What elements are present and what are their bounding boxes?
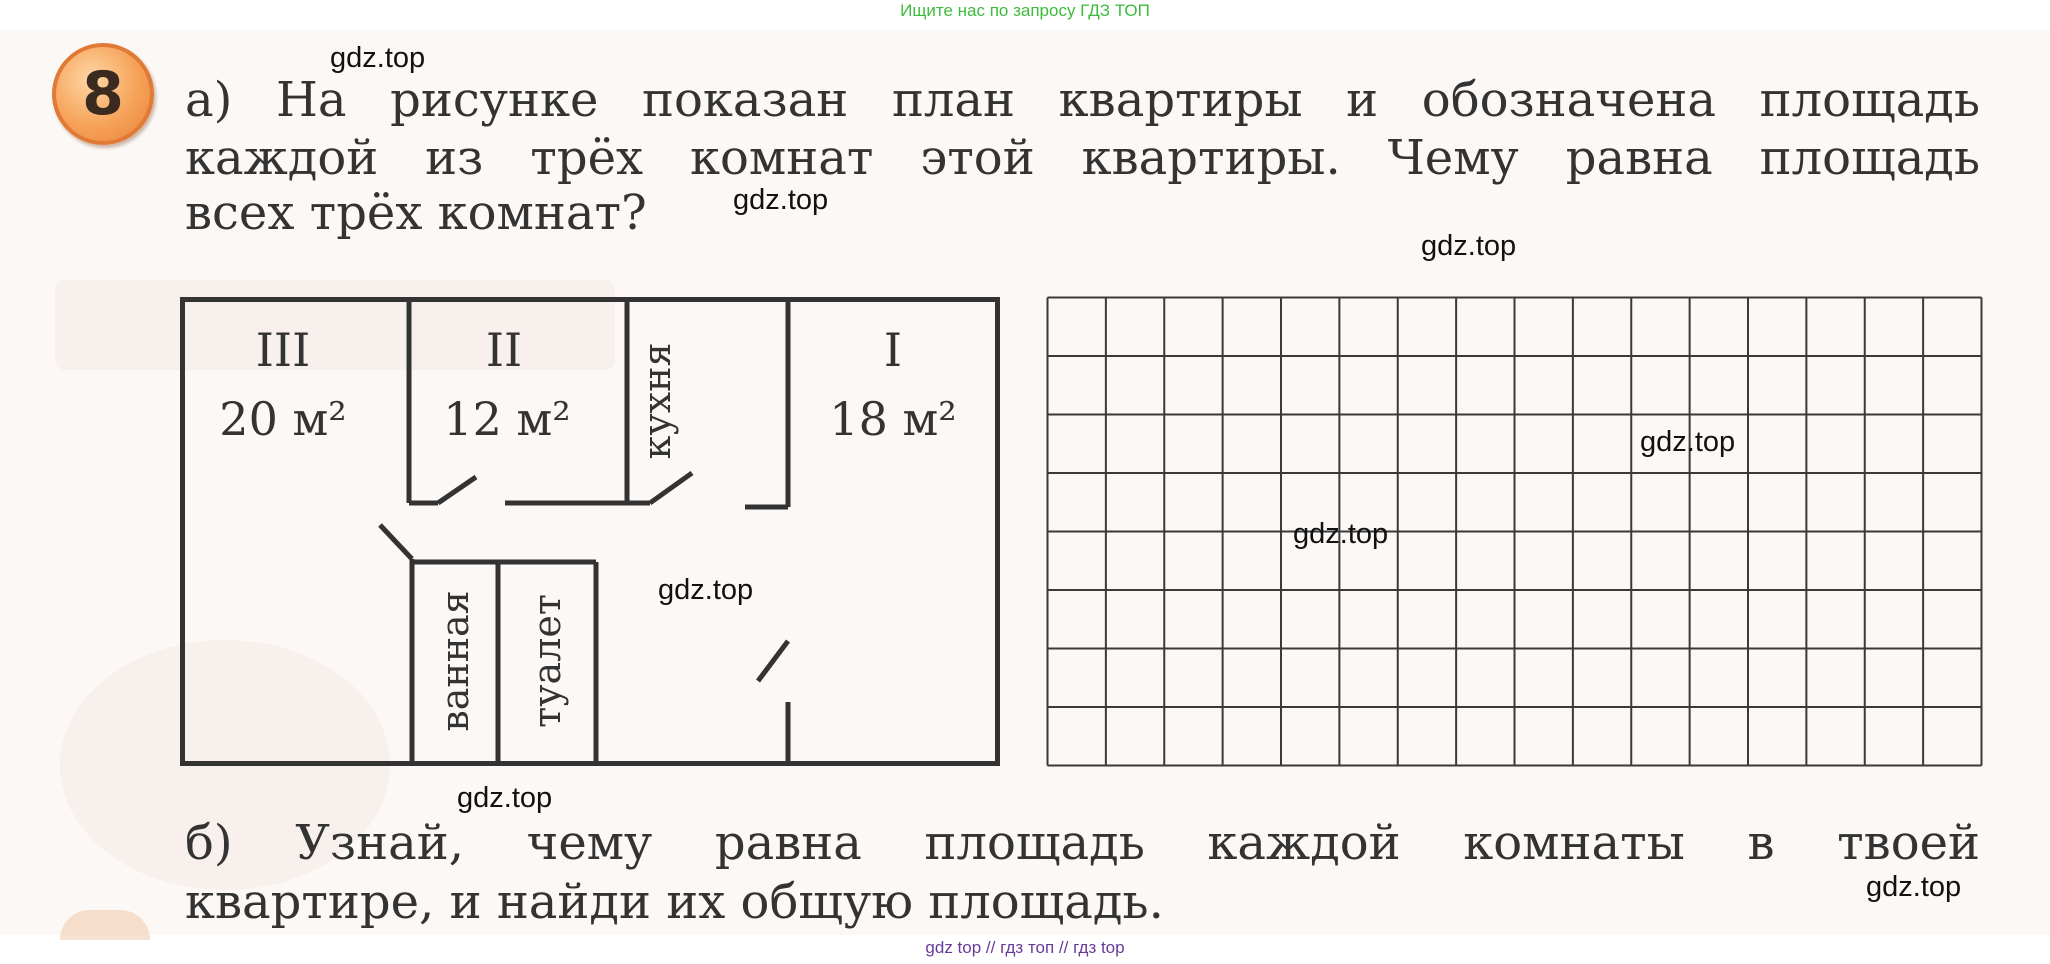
watermark: gdz.top	[457, 782, 553, 814]
answer-grid	[1046, 296, 1983, 767]
room-2-area: 12 м²	[443, 392, 571, 446]
room-1-numeral: I	[883, 323, 903, 377]
door-room1	[758, 641, 788, 681]
door-kitchen	[650, 473, 692, 503]
task-a-line-1: а) На рисунке показан план квартиры и обозначена площадь	[185, 72, 1980, 128]
room-3-numeral: III	[255, 323, 311, 377]
kitchen-label: кухня	[635, 342, 679, 460]
top-banner[interactable]: Ищите нас по запросу ГДЗ ТОП	[900, 1, 1150, 20]
task-number-badge: 8	[52, 43, 154, 145]
task-a-line-2: каждой из трёх комнат этой квартиры. Чему равна площадь	[185, 130, 1980, 186]
watermark: gdz.top	[658, 574, 754, 606]
task-b-line-2: квартире, и найди их общую площадь.	[185, 874, 1164, 930]
task-b-line-1: б) Узнай, чему равна площадь каждой комнаты в твоей	[185, 815, 1980, 871]
door-bathroom	[380, 525, 412, 559]
toilet-label: туалет	[525, 594, 569, 728]
room-1-area: 18 м²	[829, 392, 957, 446]
watermark: gdz.top	[733, 184, 829, 216]
watermark: gdz.top	[1640, 426, 1736, 458]
watermark: gdz.top	[1293, 518, 1389, 550]
room-3-area: 20 м²	[219, 392, 347, 446]
watermark: gdz.top	[1421, 230, 1517, 262]
task-a-line-3: всех трёх комнат?	[185, 185, 647, 241]
room-2-numeral: II	[485, 323, 523, 377]
bathroom-label: ванная	[433, 590, 477, 732]
watermark: gdz.top	[1866, 871, 1962, 903]
bottom-banner[interactable]: gdz top // гдз топ // гдз top	[925, 938, 1125, 957]
watermark: gdz.top	[330, 42, 426, 74]
apartment-plan	[180, 297, 1000, 766]
door-room2	[438, 477, 476, 503]
bleed-through-shape	[60, 910, 150, 940]
